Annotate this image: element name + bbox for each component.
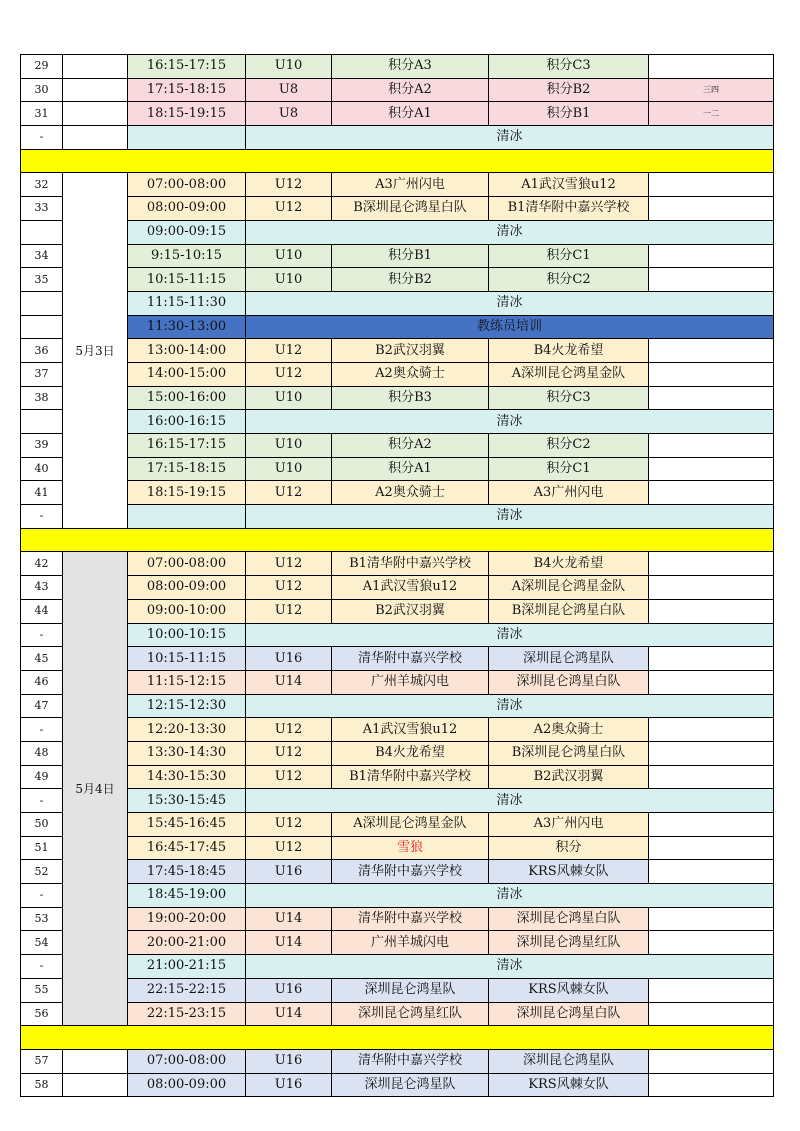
age-group: U12 <box>246 836 332 860</box>
team-b: KRS风棘女队 <box>489 978 649 1002</box>
match-number: 33 <box>21 197 63 221</box>
team-b: A3广州闪电 <box>489 481 649 505</box>
team-a: 积分B3 <box>332 386 489 410</box>
age-group: U10 <box>246 244 332 268</box>
team-a: 广州羊城闪电 <box>332 931 489 955</box>
match-number: - <box>21 955 63 979</box>
age-group: U12 <box>246 765 332 789</box>
match-number: 37 <box>21 362 63 386</box>
team-b: A3广州闪电 <box>489 813 649 837</box>
note <box>649 362 774 386</box>
note <box>649 1073 774 1097</box>
time-slot: 08:00-09:00 <box>128 1073 246 1097</box>
age-group: U10 <box>246 386 332 410</box>
date-empty <box>63 1049 128 1073</box>
ice-cleaning-row <box>21 623 774 647</box>
match-number: 29 <box>21 55 63 79</box>
game-row <box>21 576 774 600</box>
match-number: 52 <box>21 860 63 884</box>
note: 三四 <box>649 78 774 102</box>
age-group: U10 <box>246 268 332 292</box>
team-a: 积分B1 <box>332 244 489 268</box>
note <box>649 434 774 458</box>
time-slot: 15:30-15:45 <box>128 789 246 813</box>
match-number <box>21 410 63 434</box>
note <box>649 197 774 221</box>
time-slot: 11:15-11:30 <box>128 291 246 315</box>
age-group: U12 <box>246 173 332 197</box>
note <box>649 268 774 292</box>
game-row <box>21 836 774 860</box>
time-slot: 09:00-09:15 <box>128 220 246 244</box>
team-b: 积分C2 <box>489 434 649 458</box>
separator-cell <box>21 149 774 173</box>
ice-cleaning-label: 清冰 <box>246 291 774 315</box>
ice-cleaning-row <box>21 126 774 150</box>
match-number: - <box>21 789 63 813</box>
time-slot: 20:00-21:00 <box>128 931 246 955</box>
note <box>649 978 774 1002</box>
time-slot: 17:15-18:15 <box>128 78 246 102</box>
game-row <box>21 741 774 765</box>
note <box>649 1002 774 1026</box>
team-b: 深圳昆仑鸿星红队 <box>489 931 649 955</box>
ice-cleaning-row <box>21 410 774 434</box>
match-number: 53 <box>21 907 63 931</box>
team-a: 深圳昆仑鸿星队 <box>332 1073 489 1097</box>
team-a: 清华附中嘉兴学校 <box>332 1049 489 1073</box>
match-number: - <box>21 126 63 150</box>
day-separator-row <box>21 1026 774 1050</box>
team-a: B深圳昆仑鸿星白队 <box>332 197 489 221</box>
team-a: 积分A3 <box>332 55 489 79</box>
game-row <box>21 765 774 789</box>
ice-cleaning-label: 清冰 <box>246 789 774 813</box>
team-b: 积分B1 <box>489 102 649 126</box>
time-slot: 08:00-09:00 <box>128 576 246 600</box>
team-b: A深圳昆仑鸿星金队 <box>489 576 649 600</box>
game-row <box>21 362 774 386</box>
note <box>649 173 774 197</box>
time-slot: 22:15-22:15 <box>128 978 246 1002</box>
time-slot: 07:00-08:00 <box>128 1049 246 1073</box>
time-slot: 22:15-23:15 <box>128 1002 246 1026</box>
match-number: 58 <box>21 1073 63 1097</box>
note <box>649 836 774 860</box>
game-row <box>21 102 774 126</box>
game-row <box>21 339 774 363</box>
game-row <box>21 78 774 102</box>
team-a: 雪狼 <box>332 836 489 860</box>
team-b: KRS风棘女队 <box>489 860 649 884</box>
schedule-table <box>20 54 774 1097</box>
game-row <box>21 599 774 623</box>
team-b: 积分 <box>489 836 649 860</box>
team-b: 深圳昆仑鸿星白队 <box>489 670 649 694</box>
match-number: 39 <box>21 434 63 458</box>
note <box>649 718 774 742</box>
age-group: U12 <box>246 741 332 765</box>
team-a: 积分A2 <box>332 434 489 458</box>
time-slot: 18:15-19:15 <box>128 481 246 505</box>
note <box>649 457 774 481</box>
time-slot: 11:30-13:00 <box>128 315 246 339</box>
time-slot: 9:15-10:15 <box>128 244 246 268</box>
team-a: B1清华附中嘉兴学校 <box>332 765 489 789</box>
age-group: U10 <box>246 434 332 458</box>
team-b: A深圳昆仑鸿星金队 <box>489 362 649 386</box>
game-row <box>21 1049 774 1073</box>
time-slot: 12:20-13:30 <box>128 718 246 742</box>
team-a: 积分A1 <box>332 102 489 126</box>
game-row <box>21 55 774 79</box>
note <box>649 552 774 576</box>
game-row <box>21 552 774 576</box>
match-date: 5月4日 <box>63 552 128 1026</box>
team-a: B2武汉羽翼 <box>332 339 489 363</box>
time-slot: 10:15-11:15 <box>128 268 246 292</box>
match-number: 38 <box>21 386 63 410</box>
game-row <box>21 481 774 505</box>
age-group: U14 <box>246 670 332 694</box>
team-a: A1武汉雪狼u12 <box>332 576 489 600</box>
ice-cleaning-label: 清冰 <box>246 410 774 434</box>
ice-cleaning-row <box>21 955 774 979</box>
ice-cleaning-row <box>21 291 774 315</box>
team-b: B1清华附中嘉兴学校 <box>489 197 649 221</box>
match-date: 5月3日 <box>63 173 128 528</box>
time-slot: 10:00-10:15 <box>128 623 246 647</box>
time-slot: 10:15-11:15 <box>128 647 246 671</box>
match-number: 35 <box>21 268 63 292</box>
time-slot: 13:30-14:30 <box>128 741 246 765</box>
age-group: U8 <box>246 78 332 102</box>
ice-cleaning-label: 清冰 <box>246 955 774 979</box>
note <box>649 481 774 505</box>
note: 一二 <box>649 102 774 126</box>
time-slot: 17:45-18:45 <box>128 860 246 884</box>
game-row <box>21 197 774 221</box>
game-row <box>21 813 774 837</box>
time-slot: 07:00-08:00 <box>128 552 246 576</box>
team-a: A2奥众骑士 <box>332 362 489 386</box>
team-b: 积分B2 <box>489 78 649 102</box>
ice-cleaning-row <box>21 220 774 244</box>
ice-cleaning-label: 清冰 <box>246 126 774 150</box>
coach-training-label: 教练员培训 <box>246 315 774 339</box>
age-group: U10 <box>246 457 332 481</box>
age-group: U16 <box>246 647 332 671</box>
match-number: 41 <box>21 481 63 505</box>
match-number: - <box>21 505 63 529</box>
team-a: 积分A2 <box>332 78 489 102</box>
ice-cleaning-row <box>21 789 774 813</box>
separator-cell <box>21 528 774 552</box>
team-a: 清华附中嘉兴学校 <box>332 647 489 671</box>
ice-cleaning-row <box>21 694 774 718</box>
age-group: U12 <box>246 552 332 576</box>
time-slot: 16:45-17:45 <box>128 836 246 860</box>
team-a: 清华附中嘉兴学校 <box>332 907 489 931</box>
team-b: B深圳昆仑鸿星白队 <box>489 741 649 765</box>
match-number: 46 <box>21 670 63 694</box>
note <box>649 576 774 600</box>
game-row <box>21 244 774 268</box>
time-slot: 17:15-18:15 <box>128 457 246 481</box>
date-empty <box>63 102 128 126</box>
game-row <box>21 434 774 458</box>
team-b: 积分C1 <box>489 244 649 268</box>
time-slot: 16:00-16:15 <box>128 410 246 434</box>
match-number: 30 <box>21 78 63 102</box>
game-row <box>21 1002 774 1026</box>
team-a: 深圳昆仑鸿星队 <box>332 978 489 1002</box>
note <box>649 647 774 671</box>
game-row <box>21 718 774 742</box>
game-row <box>21 978 774 1002</box>
age-group: U10 <box>246 55 332 79</box>
time-slot: 21:00-21:15 <box>128 955 246 979</box>
note <box>649 1049 774 1073</box>
match-number: 43 <box>21 576 63 600</box>
time-slot <box>128 126 246 150</box>
age-group: U8 <box>246 102 332 126</box>
team-b: A1武汉雪狼u12 <box>489 173 649 197</box>
team-b: 积分C1 <box>489 457 649 481</box>
age-group: U12 <box>246 197 332 221</box>
note <box>649 765 774 789</box>
time-slot: 16:15-17:15 <box>128 55 246 79</box>
team-b: B深圳昆仑鸿星白队 <box>489 599 649 623</box>
time-slot <box>128 505 246 529</box>
note <box>649 55 774 79</box>
team-a: B4火龙希望 <box>332 741 489 765</box>
team-b: KRS风棘女队 <box>489 1073 649 1097</box>
age-group: U16 <box>246 978 332 1002</box>
game-row <box>21 931 774 955</box>
team-b: 深圳昆仑鸿星白队 <box>489 907 649 931</box>
team-b: B2武汉羽翼 <box>489 765 649 789</box>
time-slot: 15:45-16:45 <box>128 813 246 837</box>
team-b: B4火龙希望 <box>489 339 649 363</box>
match-number: 45 <box>21 647 63 671</box>
training-row <box>21 315 774 339</box>
match-number: 51 <box>21 836 63 860</box>
match-number: 36 <box>21 339 63 363</box>
age-group: U14 <box>246 1002 332 1026</box>
match-number: 32 <box>21 173 63 197</box>
game-row <box>21 670 774 694</box>
team-b: 深圳昆仑鸿星白队 <box>489 1002 649 1026</box>
ice-cleaning-row <box>21 505 774 529</box>
team-a: 积分B2 <box>332 268 489 292</box>
game-row <box>21 647 774 671</box>
time-slot: 15:00-16:00 <box>128 386 246 410</box>
ice-cleaning-label: 清冰 <box>246 505 774 529</box>
match-number <box>21 315 63 339</box>
time-slot: 11:15-12:15 <box>128 670 246 694</box>
age-group: U12 <box>246 813 332 837</box>
age-group: U14 <box>246 907 332 931</box>
game-row <box>21 268 774 292</box>
note <box>649 386 774 410</box>
match-number: 40 <box>21 457 63 481</box>
match-number: - <box>21 884 63 908</box>
team-b: 积分C2 <box>489 268 649 292</box>
team-b: 深圳昆仑鸿星队 <box>489 647 649 671</box>
note <box>649 860 774 884</box>
match-number: 56 <box>21 1002 63 1026</box>
game-row <box>21 1073 774 1097</box>
team-a: A3广州闪电 <box>332 173 489 197</box>
match-number: 57 <box>21 1049 63 1073</box>
game-row <box>21 907 774 931</box>
date-empty <box>63 78 128 102</box>
age-group: U16 <box>246 860 332 884</box>
age-group: U14 <box>246 931 332 955</box>
age-group: U12 <box>246 718 332 742</box>
day-separator-row <box>21 149 774 173</box>
game-row <box>21 860 774 884</box>
game-row <box>21 173 774 197</box>
separator-cell <box>21 1026 774 1050</box>
match-number <box>21 220 63 244</box>
time-slot: 09:00-10:00 <box>128 599 246 623</box>
schedule-body <box>21 55 774 1097</box>
age-group: U16 <box>246 1073 332 1097</box>
team-a: 深圳昆仑鸿星红队 <box>332 1002 489 1026</box>
note <box>649 599 774 623</box>
match-number: 34 <box>21 244 63 268</box>
match-number <box>21 291 63 315</box>
day-separator-row <box>21 528 774 552</box>
ice-cleaning-label: 清冰 <box>246 623 774 647</box>
team-b: 深圳昆仑鸿星队 <box>489 1049 649 1073</box>
note <box>649 244 774 268</box>
age-group: U12 <box>246 481 332 505</box>
match-number: - <box>21 718 63 742</box>
ice-cleaning-label: 清冰 <box>246 220 774 244</box>
time-slot: 12:15-12:30 <box>128 694 246 718</box>
date-empty <box>63 55 128 79</box>
time-slot: 07:00-08:00 <box>128 173 246 197</box>
match-number: 50 <box>21 813 63 837</box>
time-slot: 18:15-19:15 <box>128 102 246 126</box>
match-number: - <box>21 623 63 647</box>
age-group: U12 <box>246 339 332 363</box>
age-group: U12 <box>246 576 332 600</box>
match-number: 44 <box>21 599 63 623</box>
team-a: 清华附中嘉兴学校 <box>332 860 489 884</box>
team-b: 积分C3 <box>489 386 649 410</box>
team-b: B4火龙希望 <box>489 552 649 576</box>
time-slot: 19:00-20:00 <box>128 907 246 931</box>
time-slot: 08:00-09:00 <box>128 197 246 221</box>
ice-cleaning-label: 清冰 <box>246 884 774 908</box>
match-number: 31 <box>21 102 63 126</box>
note <box>649 339 774 363</box>
note <box>649 813 774 837</box>
note <box>649 931 774 955</box>
match-number: 47 <box>21 694 63 718</box>
time-slot: 13:00-14:00 <box>128 339 246 363</box>
time-slot: 14:30-15:30 <box>128 765 246 789</box>
age-group: U12 <box>246 362 332 386</box>
match-number: 55 <box>21 978 63 1002</box>
note <box>649 907 774 931</box>
time-slot: 16:15-17:15 <box>128 434 246 458</box>
date-empty <box>63 126 128 150</box>
team-a: B2武汉羽翼 <box>332 599 489 623</box>
team-a: A1武汉雪狼u12 <box>332 718 489 742</box>
time-slot: 14:00-15:00 <box>128 362 246 386</box>
team-a: B1清华附中嘉兴学校 <box>332 552 489 576</box>
note <box>649 670 774 694</box>
note <box>649 741 774 765</box>
ice-cleaning-label: 清冰 <box>246 694 774 718</box>
match-number: 49 <box>21 765 63 789</box>
ice-cleaning-row <box>21 884 774 908</box>
date-empty <box>63 1073 128 1097</box>
team-a: A2奥众骑士 <box>332 481 489 505</box>
age-group: U16 <box>246 1049 332 1073</box>
match-number: 54 <box>21 931 63 955</box>
team-a: A深圳昆仑鸿星金队 <box>332 813 489 837</box>
match-number: 48 <box>21 741 63 765</box>
age-group: U12 <box>246 599 332 623</box>
time-slot: 18:45-19:00 <box>128 884 246 908</box>
game-row <box>21 386 774 410</box>
match-number: 42 <box>21 552 63 576</box>
game-row <box>21 457 774 481</box>
team-a: 广州羊城闪电 <box>332 670 489 694</box>
team-a: 积分A1 <box>332 457 489 481</box>
team-b: A2奥众骑士 <box>489 718 649 742</box>
team-b: 积分C3 <box>489 55 649 79</box>
